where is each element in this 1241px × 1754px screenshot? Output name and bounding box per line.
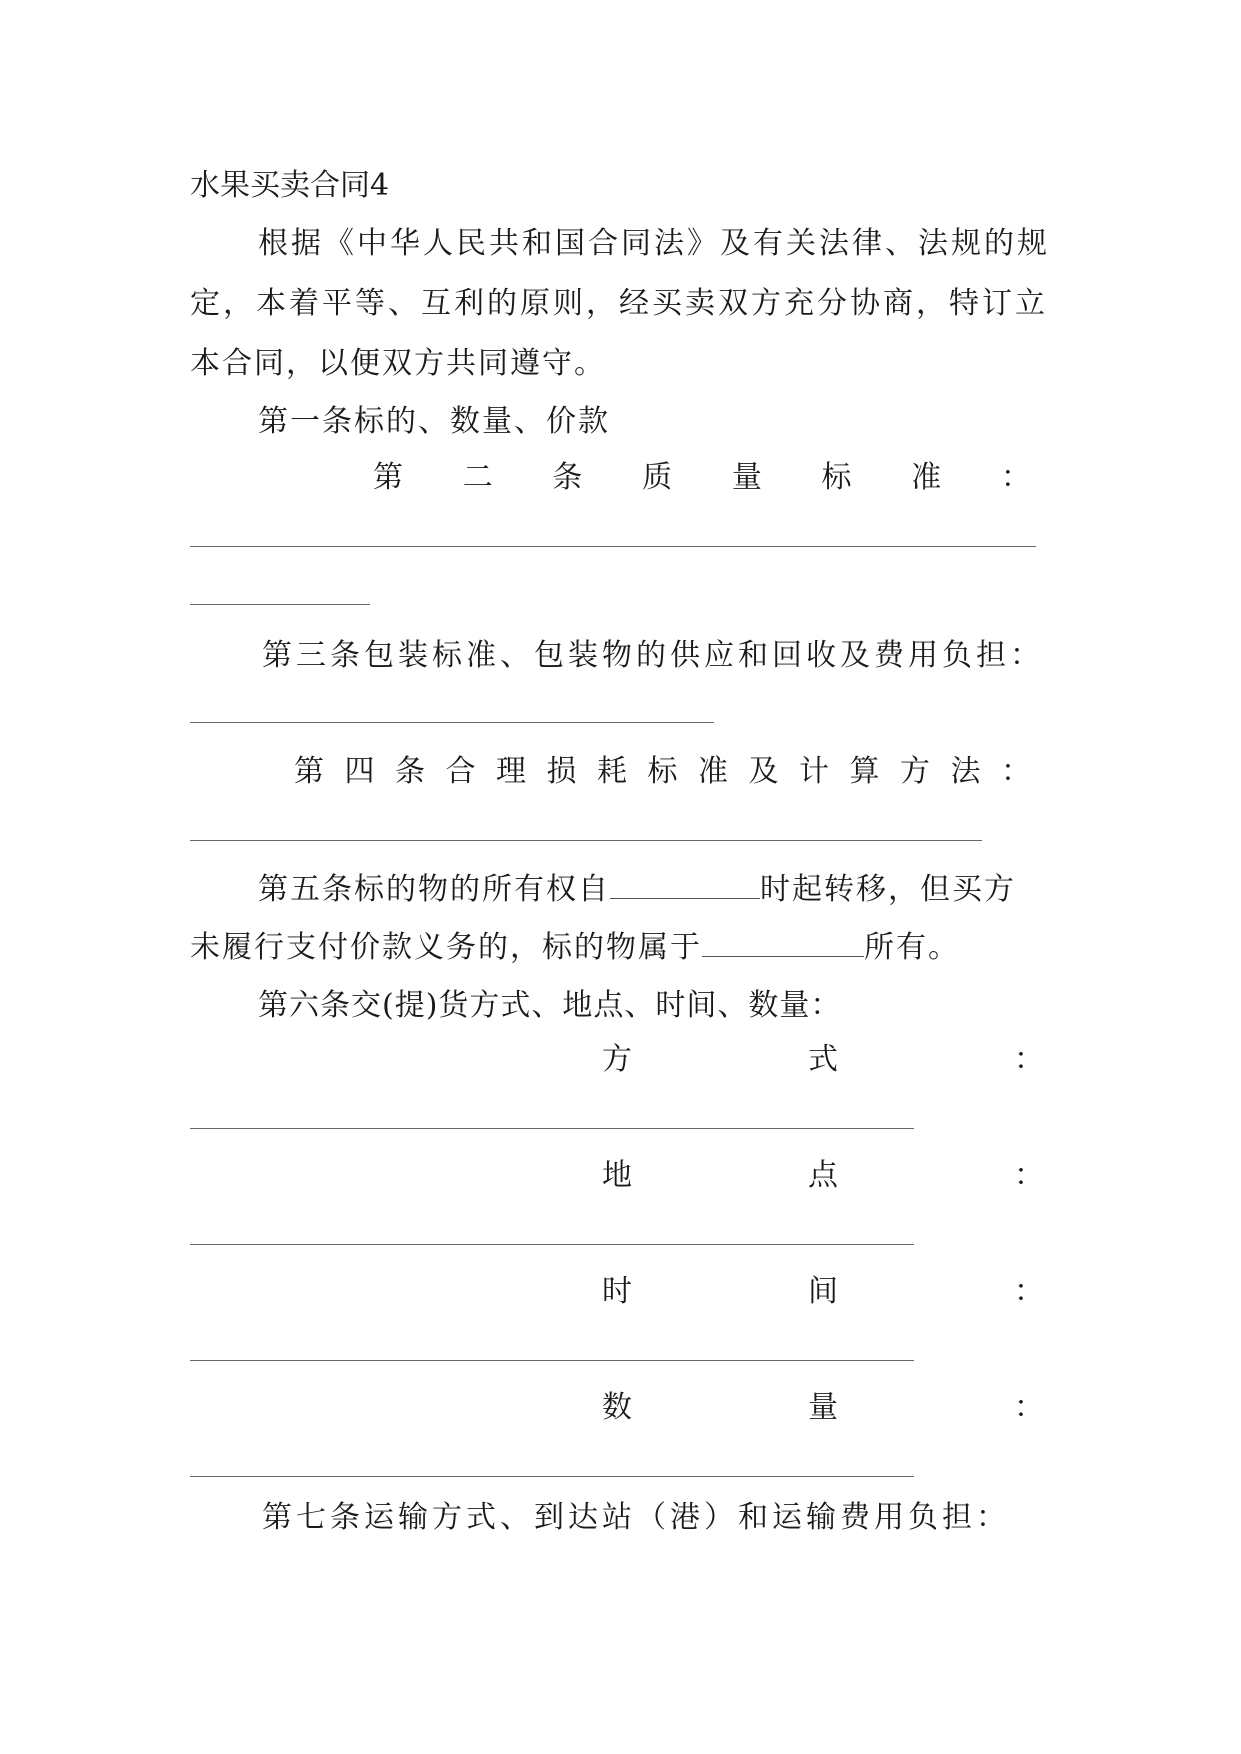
article-6-item-quantity-colon: ：: [1014, 1390, 1044, 1425]
article-5-line-2: [190, 928, 960, 968]
fill-line-article-3: [190, 722, 714, 723]
article-2-char: 质: [642, 460, 673, 495]
article-4-char: 耗: [597, 754, 627, 789]
article-2-char: 标: [821, 460, 852, 495]
article-4-char: 条: [395, 754, 425, 789]
article-4-char: 标: [647, 754, 678, 789]
article-4-char: 准: [698, 754, 728, 789]
intro-line-1: 根据《中华人民共和国合同法》及有关法律、法规的规: [258, 226, 1050, 261]
article-4-char: ：: [1001, 754, 1031, 789]
article-6-item-method-char2: 式: [808, 1042, 838, 1077]
fill-line-article-2b: [190, 604, 370, 605]
article-1: 第一条标的、数量、价款: [258, 404, 610, 439]
article-2-char: 准: [911, 460, 942, 495]
fill-line-method: [190, 1128, 914, 1129]
article-2-char: 第: [373, 460, 403, 495]
article-6-item-place-char1: 地: [602, 1158, 632, 1193]
article-4-char: 理: [496, 754, 526, 789]
article-2-char: ：: [1000, 460, 1031, 495]
article-6-item-place-colon: ：: [1014, 1158, 1044, 1193]
article-4-char: 合: [445, 754, 476, 789]
ownership-party-blank[interactable]: [702, 928, 864, 957]
article-4-char: 计: [799, 754, 829, 789]
article-6-item-quantity-char2: 量: [808, 1390, 838, 1425]
article-6-item-quantity-char1: 数: [602, 1390, 632, 1425]
article-4-char: 算: [849, 754, 880, 789]
intro-line-2: 定，本着平等、互利的原则，经买卖双方充分协商，特订立: [190, 286, 1048, 321]
article-6-item-time-char2: 间: [808, 1274, 838, 1309]
article-5-line-1: [258, 870, 1016, 910]
article-3: 第三条包装标准、包装物的供应和回收及费用负担：: [262, 638, 1044, 673]
article-5-text: 时起转移，但买方: [760, 872, 1016, 907]
article-5-text: 所有。: [864, 930, 960, 965]
article-7: 第七条运输方式、到达站（港）和运输费用负担：: [262, 1500, 1010, 1535]
article-6-item-time-colon: ：: [1014, 1274, 1044, 1309]
article-6: 第六条交(提)货方式、地点、时间、数量：: [258, 988, 842, 1023]
article-6-item-place-char2: 点: [808, 1158, 838, 1193]
ownership-transfer-blank[interactable]: [610, 870, 760, 899]
article-5-text: 第五条标的物的所有权自: [258, 872, 610, 907]
document-title: 水果买卖合同4: [190, 168, 390, 203]
fill-line-article-4: [190, 840, 982, 841]
article-6-item-method-colon: ：: [1014, 1042, 1044, 1077]
fill-line-article-2a: [190, 546, 1036, 547]
fill-line-place: [190, 1244, 914, 1245]
article-4-char: 法: [950, 754, 981, 789]
article-4-char: 第: [294, 754, 324, 789]
article-4-char: 四: [344, 754, 375, 789]
article-4-char: 及: [748, 754, 779, 789]
article-2-char: 二: [462, 460, 493, 495]
article-6-item-time-char1: 时: [602, 1274, 632, 1309]
article-5-text: 未履行支付价款义务的，标的物属于: [190, 930, 702, 965]
fill-line-quantity: [190, 1476, 914, 1477]
fill-line-time: [190, 1360, 914, 1361]
article-2: [373, 458, 1031, 498]
article-4-char: 损: [546, 754, 577, 789]
article-2-char: 条: [552, 460, 583, 495]
article-6-item-method-char1: 方: [602, 1042, 632, 1077]
article-4-char: 方: [900, 754, 930, 789]
article-4: [294, 752, 1031, 792]
article-2-char: 量: [731, 460, 762, 495]
intro-line-3: 本合同，以便双方共同遵守。: [190, 346, 606, 381]
